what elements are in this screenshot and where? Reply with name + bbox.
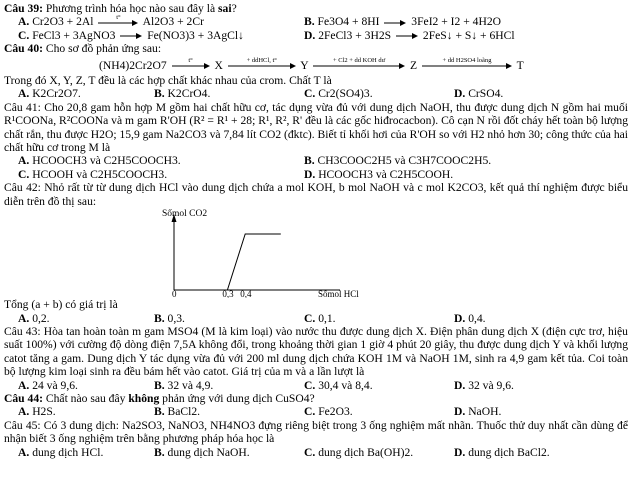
question-number: Câu 44: (4, 391, 43, 405)
option-label: C. (304, 311, 316, 325)
option-label: D. (454, 87, 466, 101)
option-b[interactable] (154, 446, 304, 459)
x-axis-label: Sốmol HCl (318, 289, 359, 299)
question-number: Câu 45: (4, 418, 41, 432)
q39-options-row-2 (4, 29, 628, 42)
option-label: C. (18, 167, 30, 181)
option-label: B. (154, 405, 165, 419)
option-b[interactable] (304, 15, 628, 28)
scheme-z: Z (409, 58, 418, 72)
option-text: 0,3. (167, 311, 185, 325)
q41-options-row-1 (4, 154, 628, 167)
option-label: B. (304, 15, 315, 29)
question-42 (4, 181, 628, 208)
option-text: Fe2O3. (318, 405, 353, 419)
option-a[interactable] (4, 405, 154, 418)
option-label: A. (18, 15, 30, 29)
y-axis-label: Sốmol CO2 (162, 209, 208, 220)
question-line: với H2 nhỏ hơn 30; công thức của hai chất hữu cơ trong M là (4, 127, 628, 155)
option-text: HCOOCH3 và C2H5COOCH3. (32, 154, 181, 168)
question-number: Câu 40: (4, 42, 43, 56)
option-a[interactable] (4, 312, 154, 325)
question-text: Cho sơ đồ phản ứng sau: (45, 42, 162, 56)
arrow-condition: + ddHCl, t° (246, 56, 277, 64)
question-line: Y và khối lượng catot tăng a gam. Dung dịch Y tác dụng vừa đủ với 200 ml dung dịch chứa KOH 1M và NaOH 1M, sinh ra (4, 338, 629, 365)
option-text: CrSO4. (468, 87, 504, 101)
option-c[interactable] (304, 312, 454, 325)
option-label: D. (304, 167, 316, 181)
question-line: đốt cháy hết toàn bộ lượng chất rắn, thu được H2O; 15,9 gam Na2CO3 và 7,84 lít CO2 (đktc). Biết tỉ khối hơi của R'OH so (4, 114, 629, 141)
option-text: 32 và 4,9. (167, 378, 214, 392)
question-41 (4, 101, 628, 155)
question-43 (4, 325, 628, 379)
equation-right: Fe(NO3)3 + 3AgCl↓ (147, 28, 244, 42)
option-d[interactable] (454, 405, 604, 418)
x-tick-label: 0,4 (240, 289, 252, 299)
question-text: Tổng (a + b) có giá trị là (4, 298, 118, 312)
option-d[interactable] (304, 168, 628, 181)
option-b[interactable] (154, 405, 304, 418)
option-c[interactable] (4, 168, 304, 181)
option-label: A. (18, 378, 30, 392)
option-b[interactable] (154, 87, 304, 100)
q40-note (4, 74, 628, 87)
option-label: D. (304, 28, 316, 42)
option-text: 0,1. (318, 311, 336, 325)
option-label: D. (454, 405, 466, 419)
co2-series-line (174, 234, 281, 290)
question-line: Nhỏ rất từ từ dung dịch HCl vào dung dịch chứa a mol KOH, b mol NaOH và c mol K2CO3, kết quả thí nghiệm (44, 181, 578, 195)
reaction-arrow (98, 13, 138, 26)
question-text: phản ứng với dung dịch CuSO4? (162, 391, 315, 405)
option-text: H2S. (32, 405, 56, 419)
scheme-start: (NH4)2Cr2O7 (99, 58, 167, 72)
q39-options-row-1 (4, 15, 628, 28)
q45-options (4, 446, 628, 459)
scheme-t: T (516, 58, 524, 72)
option-label: A. (18, 311, 30, 325)
option-label: C. (304, 405, 316, 419)
option-a[interactable] (4, 446, 154, 459)
reaction-arrow (120, 33, 142, 39)
question-line: gồm hai muối R¹COONa, R²COONa và m gam R'OH (R² = R¹ + 28; R¹, R², R' đều là các gốc hiđrocacbon). Cô cạn N rồi (4, 100, 628, 128)
arrow-condition: t° (188, 56, 193, 64)
option-text: 32 và 9,6. (468, 378, 514, 392)
option-text: 30,4 và 8,4. (318, 378, 373, 392)
option-label: A. (18, 87, 30, 101)
option-label: B. (154, 445, 165, 459)
q42-options (4, 312, 628, 325)
scheme-arrow-3 (313, 56, 405, 69)
option-label: B. (304, 154, 315, 168)
question-text: Phương trình hóa học nào sau đây là (45, 2, 216, 15)
question-line: được biểu diễn trên đồ thị sau: (4, 181, 628, 208)
question-line: 4,9 gam kết tủa. Coi toàn bộ lượng kim loại sinh ra đều bám hết vào catot. Giá trị của m và a lần lượt là (4, 351, 629, 379)
option-d[interactable] (454, 446, 604, 459)
option-a[interactable] (4, 154, 304, 167)
option-label: C. (18, 28, 30, 42)
option-text: dung dịch HCl. (32, 445, 104, 459)
scheme-arrow-1 (172, 56, 210, 69)
option-d[interactable] (454, 312, 604, 325)
question-text: Chất nào sau đây (45, 391, 126, 405)
x-tick-label: 0 (172, 289, 177, 299)
arrow-condition: t° (116, 13, 121, 21)
option-d[interactable] (304, 29, 628, 42)
option-c[interactable] (304, 446, 454, 459)
scheme-y: Y (300, 58, 309, 72)
option-text: dung dịch NaOH. (167, 445, 250, 459)
x-tick-label: 0,3 (222, 289, 234, 299)
question-line: trơ, hiệu suất 100%) với cường độ dòng điện 7,5A không đổi, trong khoảng thời gian 1 giờ 4 phút 20 giây, thu được dung dịch (4, 324, 628, 352)
question-45 (4, 419, 628, 446)
equation-right: 3FeI2 + I2 + 4H2O (411, 15, 502, 29)
question-44 (4, 392, 628, 405)
co2-hcl-chart (142, 208, 382, 298)
option-label: A. (18, 445, 30, 459)
question-number: Câu 39: (4, 2, 43, 15)
question-number: Câu 41: (4, 100, 41, 114)
question-end: ? (231, 2, 237, 15)
question-line: Hòa tan hoàn toàn m gam MSO4 (M là kim loại) vào nước thu được dung dịch X. Điện phân dung dịch X (điện cực (43, 324, 586, 338)
option-c[interactable] (304, 379, 454, 392)
arrow-condition: + dd H2SO4 loãng (442, 56, 492, 64)
option-text: dung dịch Ba(OH)2. (318, 445, 414, 459)
option-d[interactable] (454, 379, 604, 392)
option-label: C. (304, 378, 316, 392)
option-a[interactable] (4, 87, 154, 100)
option-c[interactable] (304, 87, 454, 100)
option-c[interactable] (304, 405, 454, 418)
scheme-x: X (214, 58, 223, 72)
option-text: CH3COOC2H5 và C3H7COOC2H5. (317, 154, 492, 168)
question-line: cần dùng để nhận biết 3 ống nghiệm trên bằng phương pháp hóa học là (4, 418, 628, 446)
question-line: Cho 20,8 gam hỗn hợp M gồm hai chất hữu cơ, tác dụng vừa đủ với dung dịch NaOH, thu được dung dịch N (44, 100, 560, 114)
option-a[interactable] (4, 15, 304, 28)
q40-options (4, 87, 628, 100)
option-d[interactable] (454, 87, 604, 100)
q44-options (4, 405, 628, 418)
option-label: C. (304, 445, 316, 459)
option-b[interactable] (154, 379, 304, 392)
equation-left: FeCl3 + 3AgNO3 (32, 28, 116, 42)
question-40 (4, 42, 628, 55)
reaction-arrow (396, 33, 418, 39)
option-text: Cr2(SO4)3. (318, 87, 373, 101)
option-label: D. (454, 445, 466, 459)
reaction-scheme (4, 56, 628, 72)
equation-left: 2FeCl3 + 3H2S (318, 28, 392, 42)
question-note: Trong đó X, Y, Z, T đều là các hợp chất khác nhau của crom. Chất T là (4, 74, 332, 88)
option-b[interactable] (304, 154, 628, 167)
equation-right: Al2O3 + 2Cr (142, 15, 204, 29)
option-text: dung dịch BaCl2. (468, 445, 550, 459)
q43-options (4, 379, 628, 392)
scheme-arrow-2 (228, 56, 296, 69)
question-line: Có 3 dung dịch: Na2SO3, NaNO3, NH4NO3 đựng riêng biệt trong 3 ống nghiệm mất nhãn. Thuốc thử duy nhất (43, 418, 569, 432)
option-label: C. (304, 87, 316, 101)
option-label: B. (154, 378, 165, 392)
question-keyword: sai (218, 2, 232, 15)
option-text: 0,4. (468, 311, 486, 325)
arrow-condition: + Cl2 + dd KOH dư (332, 56, 386, 64)
question-number: Câu 42: (4, 181, 41, 195)
option-label: A. (18, 154, 30, 168)
q41-options-row-2 (4, 168, 628, 181)
option-label: D. (454, 378, 466, 392)
option-text: K2Cr2O7. (32, 87, 81, 101)
option-text: NaOH. (468, 405, 502, 419)
scheme-arrow-4 (422, 56, 512, 69)
option-label: D. (454, 311, 466, 325)
option-text: K2CrO4. (167, 87, 211, 101)
option-b[interactable] (154, 312, 304, 325)
option-label: B. (154, 311, 165, 325)
equation-right: 2FeS↓ + S↓ + 6HCl (422, 28, 515, 42)
reaction-arrow (384, 20, 406, 26)
equation-left: Cr2O3 + 2Al (32, 15, 94, 29)
option-text: BaCl2. (167, 405, 201, 419)
option-label: B. (154, 87, 165, 101)
option-text: 24 và 9,6. (32, 378, 78, 392)
option-label: A. (18, 405, 30, 419)
equation-left: Fe3O4 + 8HI (317, 15, 380, 29)
option-text: HCOOH và C2H5COOCH3. (32, 167, 168, 181)
q42-question (4, 298, 628, 311)
question-keyword: không (128, 391, 160, 405)
option-a[interactable] (4, 379, 154, 392)
option-text: HCOOCH3 và C2H5COOH. (318, 167, 454, 181)
option-text: 0,2. (32, 311, 50, 325)
question-number: Câu 43: (4, 324, 41, 338)
option-c[interactable] (4, 29, 304, 42)
